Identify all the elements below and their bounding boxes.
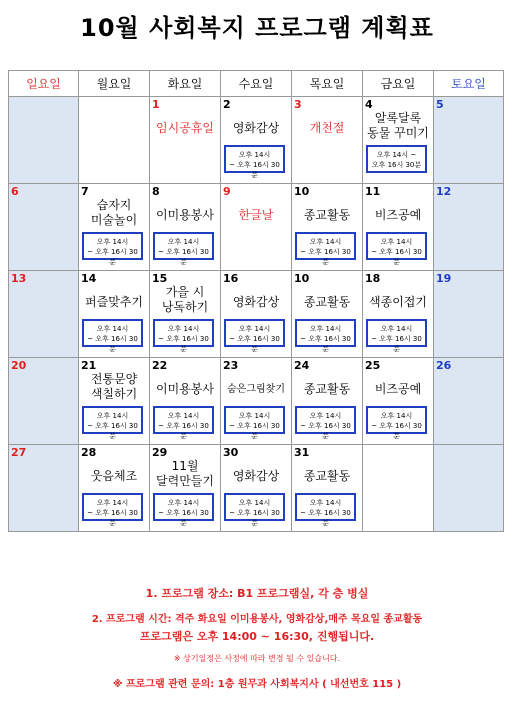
event-label: 색종이접기 — [369, 295, 427, 309]
time-start: 오후 14시 — [380, 238, 413, 246]
day-number: 1 — [152, 98, 160, 111]
event-label: 개천절 — [309, 121, 345, 135]
calendar-day-cell — [434, 184, 504, 271]
calendar-day-cell — [221, 271, 292, 358]
calendar-day-cell — [79, 445, 150, 532]
day-number: 19 — [436, 272, 452, 285]
time-start: 오후 14시 — [309, 499, 342, 507]
day-number: 10 — [294, 185, 310, 198]
day-number: 30 — [223, 446, 239, 459]
event-label: 종교활동 — [303, 295, 351, 309]
event-label: 이미용봉사 — [156, 382, 214, 396]
time-box — [295, 232, 356, 266]
time-end: ~ 오후 16시 30분 — [300, 422, 351, 440]
time-end: ~ 오후 16시 30분 — [87, 509, 138, 527]
time-end: ~ 오후 16시 30분 — [87, 422, 138, 440]
time-end: ~ 오후 16시 30분 — [158, 509, 209, 527]
calendar-day-cell — [150, 184, 221, 271]
time-end: ~ 오후 16시 30분 — [158, 248, 209, 266]
time-end: ~ 오후 16시 30분 — [229, 422, 280, 440]
calendar-table — [8, 70, 504, 532]
time-end: ~ 오후 16시 30분 — [87, 248, 138, 266]
event-label: 종교활동 — [303, 208, 351, 222]
calendar-week-row — [9, 445, 504, 532]
time-box — [366, 406, 427, 440]
weekday-wednesday: 수요일 — [221, 71, 292, 97]
time-box — [295, 406, 356, 440]
time-start: 오후 14시 — [167, 412, 200, 420]
weekday-header-row — [9, 71, 504, 97]
day-number: 8 — [152, 185, 160, 198]
calendar-day-cell — [9, 97, 79, 184]
day-number: 26 — [436, 359, 452, 372]
weekday-monday: 월요일 — [79, 71, 150, 97]
day-number: 21 — [81, 359, 97, 372]
time-box — [82, 406, 143, 440]
time-start: 오후 14시 — [309, 238, 342, 246]
time-box — [82, 232, 143, 266]
calendar-day-cell — [434, 271, 504, 358]
time-end: ~ 오후 16시 30분 — [300, 335, 351, 353]
note-location: 1. 프로그램 장소: B1 프로그램실, 각 층 병실 — [145, 587, 369, 600]
time-start: 오후 14시 — [96, 325, 129, 333]
time-end: ~ 오후 16시 30분 — [229, 509, 280, 527]
time-box — [366, 319, 427, 353]
day-number: 4 — [365, 98, 373, 111]
calendar-day-cell — [434, 358, 504, 445]
time-start: 오후 14시 — [167, 325, 200, 333]
note-schedule-change: ※ 상기일정은 사정에 따라 변경 될 수 있습니다. — [173, 654, 341, 663]
notes-section — [0, 585, 514, 690]
calendar-day-cell — [79, 97, 150, 184]
time-box — [224, 319, 285, 353]
event-label: 영화감상 — [232, 295, 280, 309]
day-number: 14 — [81, 272, 97, 285]
calendar-day-cell — [434, 97, 504, 184]
time-start: 오후 14시 — [238, 151, 271, 159]
event-label: 종교활동 — [303, 469, 351, 483]
time-end: ~ 오후 16시 30분 — [158, 335, 209, 353]
day-number: 10 — [294, 272, 310, 285]
calendar-day-cell — [9, 184, 79, 271]
event-label: 알록달록 동물 꾸미기 — [367, 111, 429, 140]
time-start: 오후 14시 — [238, 412, 271, 420]
calendar-week-row — [9, 184, 504, 271]
time-start: 오후 14시 — [380, 325, 413, 333]
calendar-week-row — [9, 358, 504, 445]
time-box — [82, 319, 143, 353]
calendar-day-cell — [9, 358, 79, 445]
calendar-body — [9, 97, 504, 532]
event-label: 영화감상 — [232, 121, 280, 135]
calendar-day-cell — [363, 445, 434, 532]
time-start: 오후 14시 — [238, 499, 271, 507]
calendar-week-row — [9, 97, 504, 184]
time-start: 오후 14시 — [96, 499, 129, 507]
time-end: ~ 오후 16시 30분 — [300, 509, 351, 527]
day-number: 31 — [294, 446, 310, 459]
event-label: 비즈공예 — [374, 382, 422, 396]
time-box — [82, 493, 143, 527]
page-title: 10월 사회복지 프로그램 계획표 — [80, 14, 434, 42]
day-number: 16 — [223, 272, 239, 285]
time-box — [366, 232, 427, 266]
event-label: 임시공휴일 — [156, 121, 214, 135]
calendar-day-cell — [221, 184, 292, 271]
calendar-day-cell — [79, 271, 150, 358]
weekday-thursday: 목요일 — [292, 71, 363, 97]
calendar-day-cell — [9, 445, 79, 532]
event-label: 비즈공예 — [374, 208, 422, 222]
day-number: 2 — [223, 98, 231, 111]
time-end: ~ 오후 16시 30분 — [371, 335, 422, 353]
calendar-day-cell — [292, 97, 363, 184]
time-box — [295, 493, 356, 527]
calendar-day-cell — [150, 358, 221, 445]
event-label: 가을 시 낭독하기 — [161, 285, 209, 314]
day-number: 25 — [365, 359, 381, 372]
time-box — [366, 145, 427, 173]
note-time-detail: 프로그램은 오후 14:00 ~ 16:30, 진행됩니다. — [139, 630, 375, 643]
time-box — [224, 493, 285, 527]
calendar-day-cell — [79, 358, 150, 445]
calendar-day-cell — [292, 445, 363, 532]
event-label: 습자지 미술놀이 — [90, 198, 138, 227]
time-start: 오후 14시 — [96, 238, 129, 246]
day-number: 3 — [294, 98, 302, 111]
calendar-day-cell — [79, 184, 150, 271]
time-box — [153, 319, 214, 353]
time-end: ~ 오후 16시 30분 — [87, 335, 138, 353]
weekday-friday: 금요일 — [363, 71, 434, 97]
day-number: 12 — [436, 185, 452, 198]
calendar-day-cell — [292, 271, 363, 358]
event-label: 11월 달력만들기 — [156, 459, 214, 488]
day-number: 18 — [365, 272, 381, 285]
day-number: 20 — [11, 359, 27, 372]
note-contact: ※ 프로그램 관련 문의: 1층 원무과 사회복지사 ( 내선번호 115 ) — [112, 679, 402, 690]
day-number: 22 — [152, 359, 168, 372]
time-box — [224, 145, 285, 179]
day-number: 28 — [81, 446, 97, 459]
event-label: 이미용봉사 — [156, 208, 214, 222]
time-end: ~ 오후 16시 30분 — [158, 422, 209, 440]
time-box — [153, 493, 214, 527]
day-number: 29 — [152, 446, 168, 459]
day-number: 13 — [11, 272, 27, 285]
calendar-day-cell — [363, 271, 434, 358]
time-box — [224, 406, 285, 440]
day-number: 23 — [223, 359, 239, 372]
weekday-tuesday: 화요일 — [150, 71, 221, 97]
calendar-week-row — [9, 271, 504, 358]
day-number: 6 — [11, 185, 19, 198]
time-end: ~ 오후 16시 30분 — [371, 422, 422, 440]
calendar-day-cell — [363, 358, 434, 445]
time-end: ~ 오후 16시 30분 — [371, 248, 422, 266]
event-label: 퍼즐맞추기 — [85, 295, 143, 309]
calendar-day-cell — [221, 445, 292, 532]
calendar-day-cell — [221, 358, 292, 445]
time-start: 오후 14시 ~ — [376, 151, 417, 159]
calendar-day-cell — [292, 184, 363, 271]
calendar-day-cell — [434, 445, 504, 532]
note-time: 2. 프로그램 시간: 격주 화요일 이미용봉사, 영화감상,매주 목요일 종교활동 — [91, 614, 423, 625]
time-box — [295, 319, 356, 353]
time-start: 오후 14시 — [380, 412, 413, 420]
event-label: 숨은그림찾기 — [227, 384, 285, 395]
time-start: 오후 14시 — [167, 499, 200, 507]
day-number: 7 — [81, 185, 89, 198]
calendar-day-cell — [363, 97, 434, 184]
calendar-day-cell — [9, 271, 79, 358]
time-end: 오후 16시 30분 — [371, 161, 422, 169]
day-number: 15 — [152, 272, 168, 285]
day-number: 11 — [365, 185, 381, 198]
time-start: 오후 14시 — [309, 412, 342, 420]
day-number: 5 — [436, 98, 444, 111]
weekday-sunday: 일요일 — [9, 71, 79, 97]
day-number: 9 — [223, 185, 231, 198]
time-start: 오후 14시 — [96, 412, 129, 420]
time-start: 오후 14시 — [238, 325, 271, 333]
event-label: 한글날 — [238, 208, 274, 222]
time-end: ~ 오후 16시 30분 — [300, 248, 351, 266]
calendar-day-cell — [221, 97, 292, 184]
calendar-day-cell — [150, 271, 221, 358]
event-label: 종교활동 — [303, 382, 351, 396]
event-label: 영화감상 — [232, 469, 280, 483]
calendar-day-cell — [292, 358, 363, 445]
calendar-day-cell — [363, 184, 434, 271]
weekday-saturday: 토요일 — [434, 71, 504, 97]
time-end: ~ 오후 16시 30분 — [229, 161, 280, 179]
event-label: 전통문양 색칠하기 — [90, 372, 138, 401]
time-box — [153, 406, 214, 440]
time-box — [153, 232, 214, 266]
calendar-day-cell — [150, 97, 221, 184]
day-number: 24 — [294, 359, 310, 372]
time-start: 오후 14시 — [309, 325, 342, 333]
calendar-day-cell — [150, 445, 221, 532]
event-label: 웃음체조 — [90, 469, 138, 483]
time-start: 오후 14시 — [167, 238, 200, 246]
time-end: ~ 오후 16시 30분 — [229, 335, 280, 353]
day-number: 27 — [11, 446, 27, 459]
